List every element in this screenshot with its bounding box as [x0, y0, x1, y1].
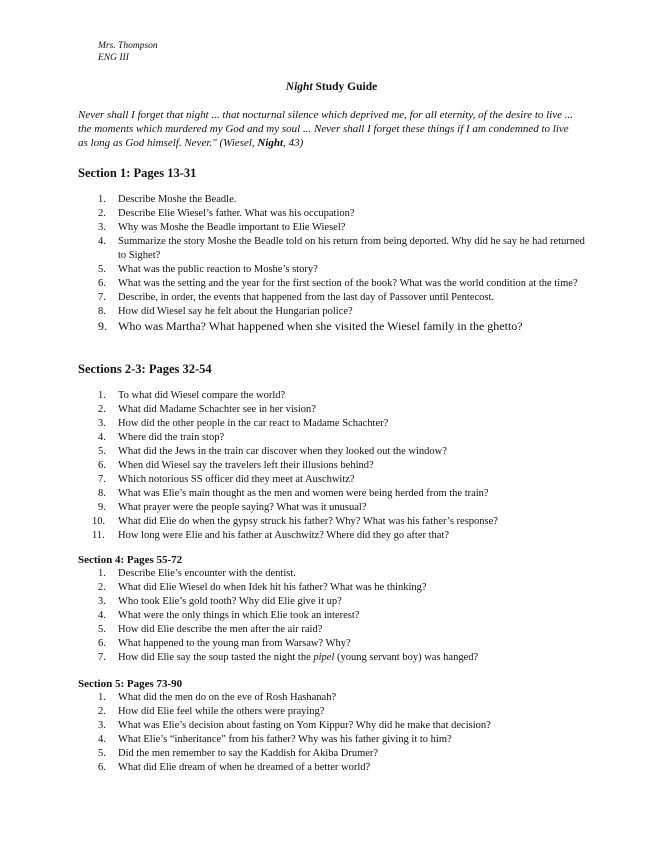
epigraph-quote	[78, 108, 578, 150]
question-item: 9. Who was Martha? What happened when she visited the Wiesel family in the ghetto?	[98, 319, 523, 333]
question-item: 6. When did Wiesel say the travelers left their illusions behind?	[98, 460, 374, 471]
section-heading-2: Sections 2-3: Pages 32-54	[78, 362, 212, 376]
question-item: 5. Did the men remember to say the Kaddish for Akiba Drumer?	[98, 748, 379, 759]
quote-citation: , 43)	[283, 137, 304, 149]
question-item: 7. How did Elie say the soup tasted the night the pipel (young servant boy) was hanged?	[98, 652, 479, 663]
question-item: 3. Why was Moshe the Beadle important to Elie Wiesel?	[98, 222, 346, 233]
title-rest: Study Guide	[312, 81, 378, 93]
question-item: 2. What did Elie Wiesel do when Idek hit his father? What was he thinking?	[98, 582, 427, 593]
question-item: 3. How did the other people in the car react to Madame Schachter?	[98, 418, 389, 429]
section-heading-1: Section 1: Pages 13-31	[78, 166, 197, 180]
question-item: 11. How long were Elie and his father at Auschwitz? Where did they go after that?	[92, 530, 450, 541]
question-item: 1. Describe Elie’s encounter with the dentist.	[98, 568, 296, 579]
question-item: 9. What prayer were the people saying? What was it unusual?	[98, 502, 367, 513]
question-item: 7. Which notorious SS officer did they meet at Auschwitz?	[98, 474, 355, 485]
question-list-section-2	[78, 389, 588, 543]
question-item: 7. Describe, in order, the events that happened from the last day of Passover until Pentecost.	[98, 292, 495, 303]
section-heading-4: Section 5: Pages 73-90	[78, 678, 183, 690]
title-book-name: Night	[285, 81, 313, 93]
question-item: 4. Summarize the story Moshe the Beadle told on his return from being deported. Why did he say he had returned to Sighet?	[98, 236, 585, 261]
question-item: 4. Where did the train stop?	[98, 432, 225, 443]
question-item: 1. To what did Wiesel compare the world?	[98, 390, 286, 401]
question-list-section-4	[78, 691, 588, 775]
question-item: 6. What was the setting and the year for the first section of the book? What was the world condition at the time?	[98, 278, 578, 289]
italic-term: pipel	[313, 652, 335, 663]
question-item: 6. What did Elie dream of when he dreamed of a better world?	[98, 762, 371, 773]
quote-text: Never shall I forget that night ... that nocturnal silence which deprived me, for all eternity, of the desire to live ... the moments which murdered my God and my soul ... Never shall I forget these things if I am condemned to live as long as God himself. Never." (Wiesel,	[78, 109, 574, 149]
question-item: 5. What did the Jews in the train car discover when they looked out the window?	[98, 446, 447, 457]
question-item: 1. What did the men do on the eve of Rosh Hashanah?	[98, 692, 337, 703]
teacher-name: Mrs. Thompson	[98, 41, 158, 51]
question-item: 2. What did Madame Schachter see in her vision?	[98, 404, 316, 415]
question-item: 5. How did Elie describe the men after the air raid?	[98, 624, 323, 635]
question-item: 1. Describe Moshe the Beadle.	[98, 194, 237, 205]
question-item: 4. What Elie’s “inheritance” from his father? Why was his father giving it to him?	[98, 734, 452, 745]
question-item: 8. How did Wiesel say he felt about the Hungarian police?	[98, 306, 353, 317]
section-heading-3: Section 4: Pages 55-72	[78, 554, 183, 566]
course-name: ENG III	[98, 53, 129, 63]
question-item: 5. What was the public reaction to Moshe’s story?	[98, 264, 318, 275]
question-item: 3. Who took Elie’s gold tooth? Why did Elie give it up?	[98, 596, 342, 607]
question-item: 10. What did Elie do when the gypsy struck his father? Why? What was his father’s response?	[92, 516, 498, 527]
question-item: 4. What were the only things in which Elie took an interest?	[98, 610, 360, 621]
page-title	[0, 81, 663, 93]
question-item: 6. What happened to the young man from Warsaw? Why?	[98, 638, 351, 649]
question-list-section-1	[78, 193, 588, 334]
question-item: 3. What was Elie’s decision about fasting on Yom Kippur? Why did he make that decision?	[98, 720, 491, 731]
document-header	[98, 40, 158, 64]
question-item: 8. What was Elie’s main thought as the men and women were being herded from the train?	[98, 488, 489, 499]
quote-source-title: Night	[257, 137, 284, 149]
question-list-section-3	[78, 567, 588, 665]
question-item: 2. Describe Elie Wiesel’s father. What was his occupation?	[98, 208, 355, 219]
question-item: 2. How did Elie feel while the others were praying?	[98, 706, 325, 717]
